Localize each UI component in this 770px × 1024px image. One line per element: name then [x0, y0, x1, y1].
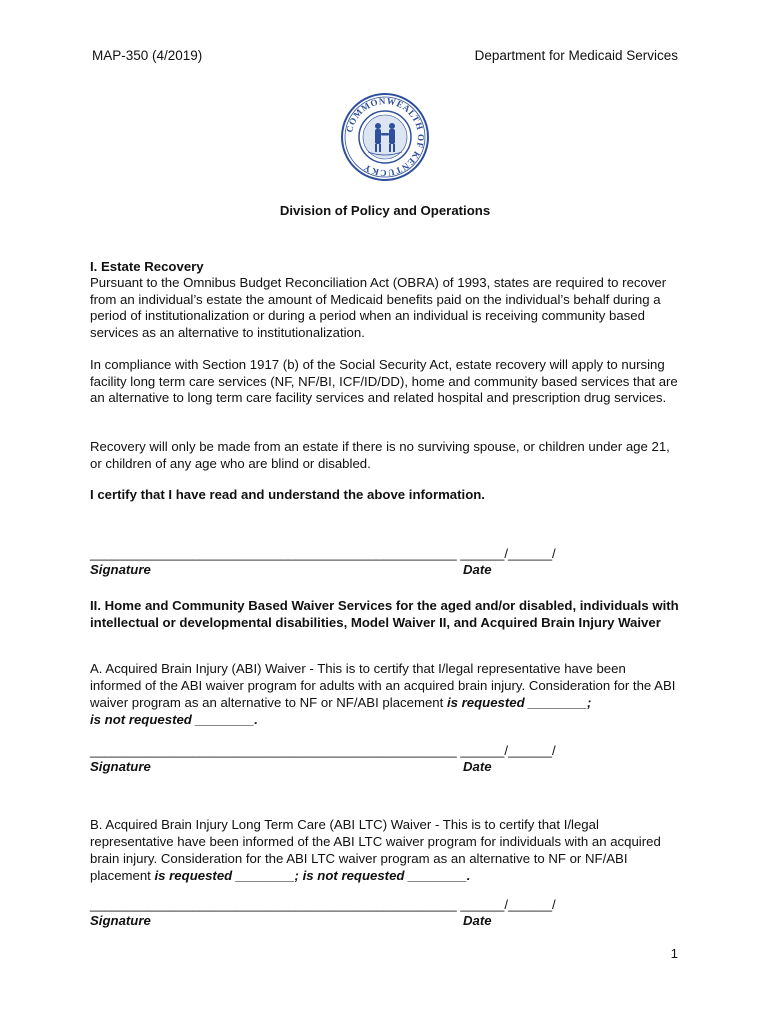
- signature-label-2: Signature: [90, 759, 151, 774]
- abi-ltc-waiver-paragraph: [90, 816, 680, 884]
- svg-text:COMMONWEALTH OF KENTUCKY: COMMONWEALTH OF KENTUCKY: [344, 95, 427, 179]
- estate-recovery-paragraph-1: Pursuant to the Omnibus Budget Reconciliation Act (OBRA) of 1993, states are required to recover from an individual’s estate the amount of Medicaid benefits paid on the individual’s behalf during a period of institutionalization or during a period when an individual is receiving community based services as an alternative to institutionalization.: [90, 275, 667, 340]
- abi-waiver-text: A. Acquired Brain Injury (ABI) Waiver - This is to certify that I/legal representative have been informed of the ABI waiver program for adults with an acquired brain injury. Consideration for the ABI waiver program as an alternative to NF or NF/ABI placement: [90, 661, 676, 710]
- estate-recovery-paragraph-3: Recovery will only be made from an estate if there is no surviving spouse, or children under age 21, or children of any age who are blind or disabled.: [90, 439, 670, 471]
- page-number: 1: [670, 946, 678, 961]
- estate-recovery-paragraph-2: In compliance with Section 1917 (b) of the Social Security Act, estate recovery will apply to nursing facility long term care services (NF, NF/BI, ICF/ID/DD), home and community based services that are an alternative to long term care facility services and related hospital and prescription drug services.: [90, 357, 678, 405]
- certify-statement: I certify that I have read and understand the above information.: [90, 487, 485, 502]
- kentucky-seal-icon: [340, 92, 430, 182]
- signature-label-1: Signature: [90, 562, 151, 577]
- form-id: MAP-350 (4/2019): [92, 48, 203, 63]
- signature-line-1[interactable]: __________________________________________________ ______/______/: [90, 546, 556, 561]
- abi-ltc-waiver-text: B. Acquired Brain Injury Long Term Care (ABI LTC) Waiver - This is to certify that I/legal representative have been informed of the ABI LTC waiver program for individuals with an acquired brain injury. Consideration for the ABI LTC waiver program as an alternative to NF or NF/ABI placement: [90, 817, 661, 883]
- date-label-3: Date: [463, 913, 492, 928]
- signature-label-3: Signature: [90, 913, 151, 928]
- abi-is-requested[interactable]: is requested ________;: [446, 695, 592, 710]
- abi-ltc-is-requested[interactable]: is requested ________;: [154, 868, 299, 883]
- department-name: Department for Medicaid Services: [474, 48, 678, 63]
- abi-ltc-is-not-requested[interactable]: is not requested ________.: [302, 868, 471, 883]
- date-label-1: Date: [463, 562, 492, 577]
- abi-is-not-requested[interactable]: is not requested ________.: [90, 712, 258, 727]
- section-2-heading: II. Home and Community Based Waiver Services for the aged and/or disabled, individuals with intellectual or developmental disabilities, Model Waiver II, and Acquired Brain Injury Waiver: [90, 598, 679, 630]
- division-title: Division of Policy and Operations: [279, 203, 491, 218]
- section-1-heading: I. Estate Recovery: [90, 259, 204, 274]
- signature-line-2[interactable]: __________________________________________________ ______/______/: [90, 743, 556, 758]
- abi-waiver-paragraph: [90, 660, 680, 728]
- signature-line-3[interactable]: __________________________________________________ ______/______/: [90, 897, 556, 912]
- date-label-2: Date: [463, 759, 492, 774]
